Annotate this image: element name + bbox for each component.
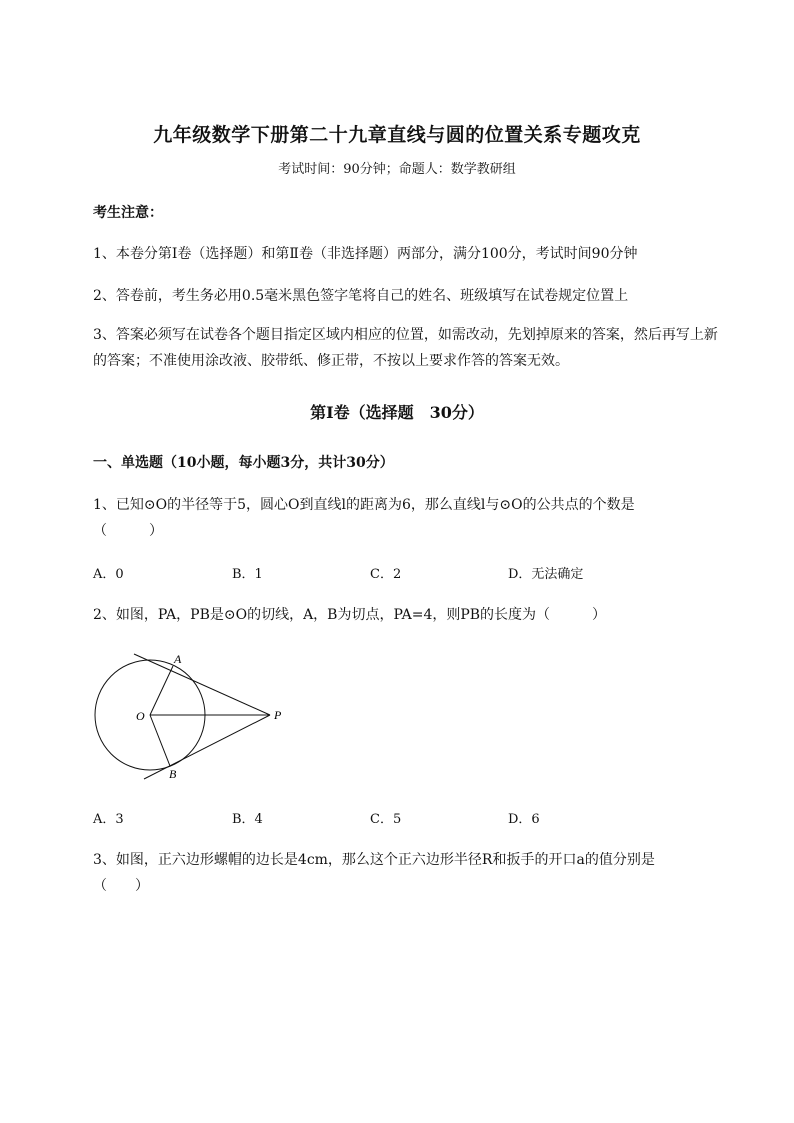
question-1-blank: （ ）: [93, 523, 163, 539]
question-2-option-a: A．3: [93, 812, 124, 827]
label-o: O: [136, 709, 145, 723]
question-1-option-d: D．无法确定: [508, 567, 584, 582]
question-3-blank: （ ）: [93, 878, 149, 894]
question-2-option-b: B．4: [232, 812, 263, 827]
question-2-stem: 2、如图，PA，PB是⊙O的切线，A，B为切点，PA=4，则PB的长度为（ ）: [93, 607, 607, 623]
label-p: P: [274, 708, 282, 722]
notice-item-2: 2、答卷前，考生务必用0.5毫米黑色签字笔将自己的姓名、班级填写在试卷规定位置上: [93, 288, 629, 304]
label-b: B: [169, 767, 177, 781]
tangent-circle-figure: [90, 645, 300, 785]
radius-ob: [150, 715, 170, 766]
question-1-option-c: C．2: [370, 567, 402, 582]
part-title: 一、单选题（10小题，每小题3分，共计30分）: [93, 455, 394, 471]
question-3-stem: 3、如图，正六边形螺帽的边长是4cm，那么这个正六边形半径R和扳手的开口a的值分别是: [93, 852, 655, 868]
question-1-option-a: A．0: [93, 567, 124, 582]
question-2-option-c: C．5: [370, 812, 402, 827]
radius-oa: [150, 666, 173, 715]
notice-item-3: 3、答案必须写在试卷各个题目指定区域内相应的位置，如需改动，先划掉原来的答案，然后再写上新的答案；不准使用涂改液、胶带纸、修正带，不按以上要求作答的答案无效。: [93, 327, 718, 369]
question-2-option-d: D．6: [508, 812, 540, 827]
section-title: 第I卷（选择题 30分）: [310, 403, 484, 422]
notice-item-1: 1、本卷分第I卷（选择题）和第Ⅱ卷（非选择题）两部分，满分100分，考试时间90分钟: [93, 246, 638, 262]
question-1-stem: 1、已知⊙O的半径等于5，圆心O到直线l的距离为6，那么直线l与⊙O的公共点的个数是: [93, 497, 635, 513]
page-title: 九年级数学下册第二十九章直线与圆的位置关系专题攻克: [153, 124, 641, 146]
exam-info: 考试时间：90分钟；命题人：数学教研组: [278, 162, 516, 177]
question-1-option-b: B．1: [232, 567, 263, 582]
notice-heading: 考生注意：: [93, 205, 163, 221]
label-a: A: [174, 652, 182, 666]
